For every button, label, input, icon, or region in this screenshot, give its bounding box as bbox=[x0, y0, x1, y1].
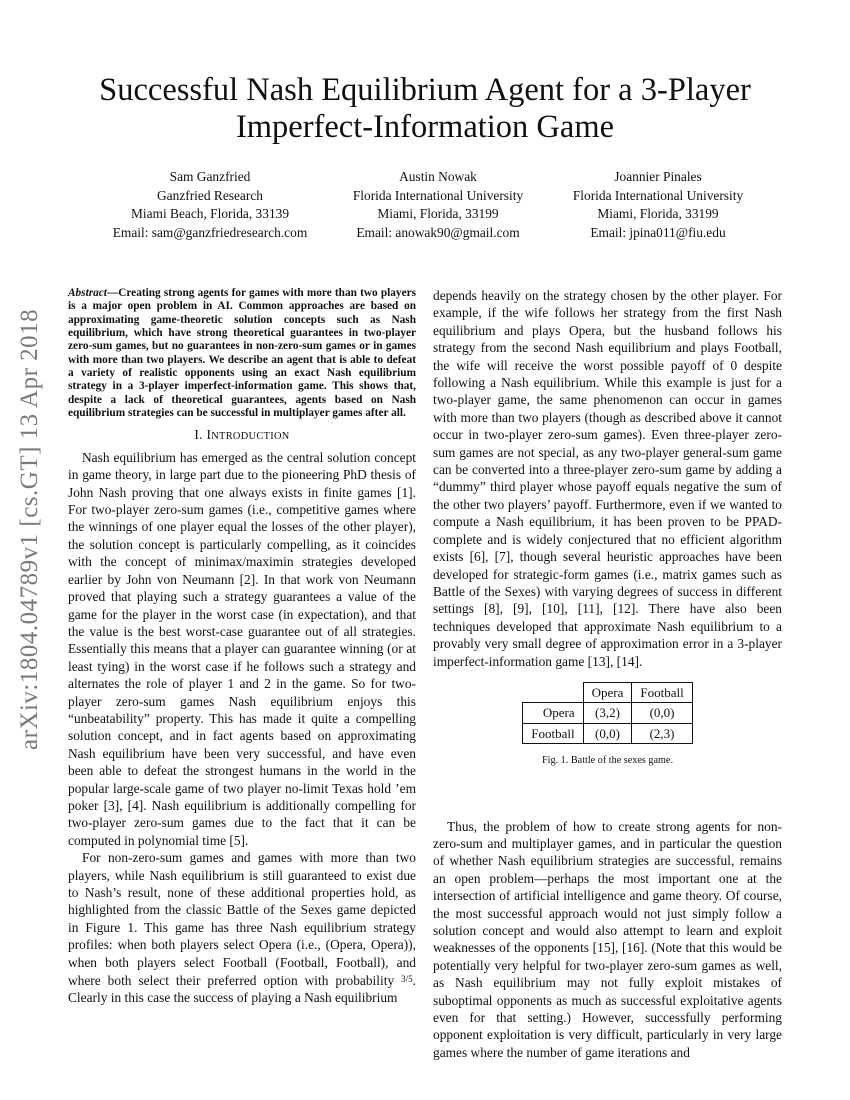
section-title-rest: NTRODUCTION bbox=[211, 431, 290, 443]
section-heading-introduction bbox=[68, 426, 416, 445]
right-paragraph-2: Thus, the problem of how to create strong agents for non-zero-sum and multiplayer games, and in particular the question of whether Nash equilibrium strategies are successful, remains an open problem—perhaps the most important one at the intersection of artificial intelligence and game theory. Of course, the most successful approach would not just simply follow a solution concept and would also attempt to learn and exploit weaknesses of the opponents [15], [16]. (Note that this would be potentially very helpful for two-player zero-sum games as well, as Nash equilibrium may not fully exploit mistakes of suboptimal opponents as much as successful exploitative agents even for that setting.) However, successfully performing opponent exploitation is very difficult, particularly in very large games where the number of game iterations and bbox=[433, 818, 782, 1060]
table-cell: (0,0) bbox=[583, 723, 632, 743]
figure-caption: Fig. 1. Battle of the sexes game. bbox=[542, 755, 673, 767]
author-location: Miami, Florida, 33199 bbox=[597, 206, 719, 221]
right-column bbox=[433, 287, 782, 1061]
author-email: Email: jpina011@fiu.edu bbox=[590, 224, 726, 240]
column-header: Opera bbox=[583, 682, 632, 702]
row-header: Opera bbox=[523, 703, 583, 723]
abstract bbox=[68, 287, 416, 420]
row-header: Football bbox=[523, 723, 583, 743]
left-column bbox=[68, 287, 416, 1007]
probability-fraction: 3/5 bbox=[401, 974, 413, 985]
right-paragraph-1: depends heavily on the strategy chosen by the other player. For example, if the wife follows her strategy from the first Nash equilibrium and plays Opera, but the husband follows his strategy from the second Nash equilibrium and plays Football, the wife will receive the worst possible payoff of 0 despite following a Nash equilibrium. While this example is just for a two-player game, the same phenomenon can occur in games with more than two players (though as described above it cannot occur in two-player zero-sum games). Even three-player zero-sum games are not special, as any two-player general-sum game can be converted into a three-player zero-sum game by adding a “dummy” third player whose payoff equals negative the sum of the other two players’ payoff. Furthermore, even if we wanted to compute a Nash equilibrium, it has been proven to be PPAD-complete and is widely conjectured that no efficient algorithm exists [6], [7], though several heuristic approaches have been developed for strategic-form games (i.e., matrix games such as Battle of the Sexes) with varying degrees of success in different settings [8], [9], [10], [11], [12]. There have also been techniques developed that approximate Nash equilibrium to a provably very small degree of approximation error in a 3-player imperfect-information game [13], [14]. bbox=[433, 288, 782, 669]
author-3 bbox=[548, 168, 768, 242]
author-name: Joannier Pinales bbox=[614, 169, 702, 184]
section-initial: I bbox=[206, 427, 212, 443]
table-header-row bbox=[523, 682, 692, 702]
abstract-label: Abstract bbox=[68, 287, 107, 299]
author-1 bbox=[90, 168, 330, 242]
column-header: Football bbox=[632, 682, 692, 702]
author-affiliation: Ganzfried Research bbox=[157, 187, 263, 203]
table-cell: (0,0) bbox=[632, 703, 692, 723]
fraction-numerator: 3 bbox=[401, 974, 406, 985]
intro-paragraph-1: Nash equilibrium has emerged as the central solution concept in game theory, in large part due to the pioneering PhD thesis of John Nash proving that one always exists in finite games [1]. For two-player zero-sum games (i.e., competitive games where the winnings of one player equal the losses of the other player), the solution concept is particularly compelling, as it coincides with the concept of minimax/maximin strategies developed earlier by John von Neumann [2]. In that work von Neumann proved that playing such a strategy guarantees a value of the game for the player in the worst case (in expectation), and that the value is the best worst-case guarantee out of all strategies. Essentially this means that a player can guarantee winning (or at least tying) in the worst case if he follows such a strategy and alternates the role of player 1 and 2 in the game. So for two-player zero-sum games Nash equilibrium enjoys this “unbeatability” property. This has made it quite a compelling solution concept, and in fact agents based on approximating Nash equilibrium have been very successful, and have even been able to defeat the strongest humans in the world in the popular large-scale game of two player no-limit Texas hold ’em poker [3], [4]. Nash equilibrium is additionally compelling for two-player zero-sum games due to the fact that it can be computed in polynomial time [5]. bbox=[68, 449, 416, 848]
author-affiliation: Florida International University bbox=[352, 187, 524, 203]
intro-paragraph-2-text: For non-zero-sum games and games with more than two players, while Nash equilibrium is still guaranteed to exist due to Nash’s result, none of these additional properties hold, as highlighted from the classic Battle of the Sexes game depicted in Figure 1. This game has three Nash equilibrium strategy profiles: when both players select Opera (i.e., (Opera, Opera)), when both players select Football (Football, Football), and where both select their preferred option with probability bbox=[68, 850, 416, 989]
title-line-1: Successful Nash Equilibrium Agent for a 3-Player bbox=[99, 72, 751, 108]
figure-1 bbox=[433, 682, 782, 770]
author-location: Miami Beach, Florida, 33139 bbox=[130, 206, 290, 221]
arxiv-watermark: arXiv:1804.04789v1 [cs.GT] 13 Apr 2018 bbox=[16, 308, 43, 750]
author-affiliation: Florida International University bbox=[572, 187, 744, 203]
author-name: Austin Nowak bbox=[399, 169, 477, 184]
intro-paragraph-2 bbox=[68, 849, 416, 1007]
table-row bbox=[523, 703, 692, 723]
author-location: Miami, Florida, 33199 bbox=[377, 206, 499, 221]
title-line-2: Imperfect-Information Game bbox=[235, 109, 615, 145]
author-email: Email: anowak90@gmail.com bbox=[356, 224, 520, 240]
paper-title bbox=[60, 72, 790, 146]
payoff-table bbox=[522, 682, 692, 744]
author-2 bbox=[328, 168, 548, 242]
table-cell: (3,2) bbox=[583, 703, 632, 723]
author-email: Email: sam@ganzfriedresearch.com bbox=[112, 224, 308, 240]
section-number: I. bbox=[194, 427, 203, 443]
table-cell: (2,3) bbox=[632, 723, 692, 743]
fraction-denominator: 5 bbox=[408, 974, 413, 985]
table-row bbox=[523, 723, 692, 743]
author-name: Sam Ganzfried bbox=[169, 169, 251, 184]
table-corner bbox=[523, 682, 583, 702]
intro-paragraph-2-end: . Clearly in this case the success of playing a Nash equilibrium bbox=[68, 973, 416, 1006]
abstract-text: —Creating strong agents for games with more than two players is a major open problem in AI. Common approaches are based on approximating game-theoretic solution concepts such as Nash equilibrium, which have strong theoretical guarantees in two-player zero-sum games, but no guarantees in non-zero-sum games or in games with more than two players. We describe an agent that is able to defeat a variety of realistic opponents using an exact Nash equilibrium strategy in a 3-player imperfect-information game. This shows that, despite a lack of theoretical guarantees, agents based on Nash equilibrium strategies can be successful in multiplayer games after all. bbox=[68, 287, 416, 420]
